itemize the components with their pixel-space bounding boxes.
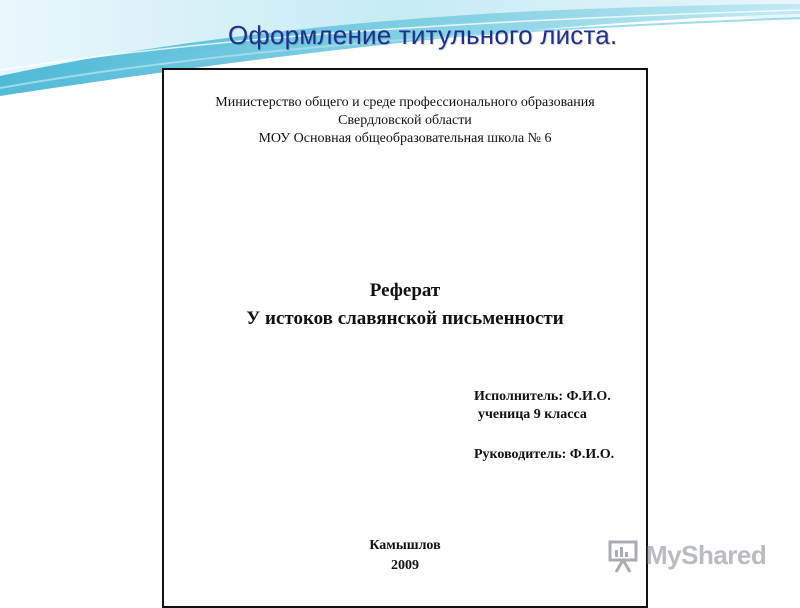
- footer-block: [164, 536, 646, 576]
- year-line: 2009: [391, 558, 419, 573]
- myshared-watermark: [606, 538, 766, 574]
- slide-title: Оформление титульного листа.: [228, 20, 618, 50]
- region-line: Свердловской области: [338, 113, 472, 128]
- ministry-line: Министерство общего и среде профессионального образования: [215, 95, 595, 110]
- credits-block: [474, 388, 614, 464]
- document-title: У истоков славянской письменности: [246, 308, 564, 329]
- document-type: Реферат: [369, 280, 441, 301]
- school-line: МОУ Основная общеобразовательная школа № 6: [258, 131, 552, 146]
- presentation-board-icon: [606, 538, 642, 574]
- supervisor-line: Руководитель: Ф.И.О.: [474, 447, 615, 462]
- student-line: ученица 9 класса: [478, 407, 587, 422]
- organization-block: [164, 94, 646, 148]
- city-line: Камышлов: [369, 538, 441, 553]
- performer-line: Исполнитель: Ф.И.О.: [474, 389, 611, 404]
- title-page: [162, 68, 648, 608]
- watermark-text: MyShared: [646, 540, 767, 570]
